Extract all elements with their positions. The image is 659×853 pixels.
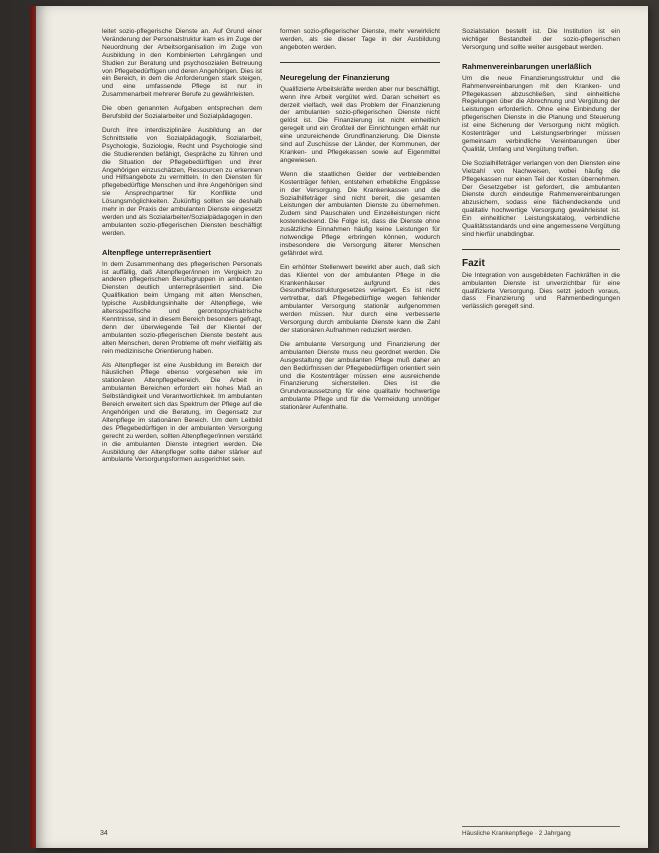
paragraph: Als Altenpfleger ist eine Ausbildung im Bereich der häuslichen Pflege ebenso vorgesehen wie im stationären Altenpflegebereich. Die Arbeit in ambulanten Bereichen erfordert ein hohes Maß an Selbständigkeit und Verantwortlichkeit. Im ambulanten Bereich erweitert sich das Spektrum der Pflege auf die Angehörigen und die Beratung, im Gegensatz zur Altenpflege im stationären Bereich. Um dem Leitbild des Pflegebedürftigen in der ambulanten Versorgung gerecht zu werden, sollten Altenpfleger/innen verstärkt in die ambulanten Dienste integriert werden. Die Ausbildung der Altenpfleger sollte daher stärker auf ambulante Versorgungsformen ausgerichtet sein. (102, 361, 262, 464)
section-heading-rahmenvereinbarungen: Rahmenvereinbarungen unerläßlich (462, 61, 592, 71)
section-heading-altenpflege: Altenpflege unterrepräsentiert (102, 247, 211, 257)
paragraph: leitet sozio-pflegerische Dienste an. Auf Grund einer Veränderung der Personalstruktur kam es im Zuge der Neuordnung der Arbeitsorganisation im Zuge von Ausbildung in den Kombinierten Lehrgängen und Studien zur Beratung und psychosozialen Betreuung von Pflegebedürftigen und deren Angehörigen. Dies ist ein Bereich, in dem die Anforderungen stark steigen, und eine umfassende Pflege ist nur in Zusammenarbeit mehrerer Berufe zu gewährleisten. (102, 28, 262, 99)
paragraph: Wenn die staatlichen Gelder der verbleibenden Kostenträger fehlen, entstehen erhebliche Engpässe in der Versorgung. Die Krankenkassen und die Sozialhilfeträger sind nicht bereit, die gesamten Leistungen der ambulanten Dienste zu übernehmen. Zudem sind Pauschalen und Einzelleistungen nicht kostendeckend. Die Folge ist, dass die Dienste ohne zusätzliche Einnahmen häufig keine Leistungen für notwendige Pflege erbringen können, wodurch insbesondere die Versorgung älterer Menschen gefährdet wird. (280, 170, 440, 257)
page-number: 34 (100, 830, 108, 837)
paragraph: Die Integration von ausgebildeten Fachkräften in die ambulanten Dienste ist unverzichtbar für eine qualifizierte Versorgung. Dies setzt jedoch voraus, dass Finanzierung und Rahmenbedingungen verlässlich geregelt sind. (462, 271, 620, 311)
section-heading-finanzierung: Neuregelung der Finanzierung (280, 72, 390, 82)
paragraph: Ein erhöhter Stellenwert bewirkt aber auch, daß sich das Klientel von der ambulanten Pflege in die Krankenhäuser aufgrund des Gesundheitsstrukturgesetzes verlagert. Es ist nicht vertretbar, daß Pflegebedürftige wegen fehlender ambulanter Versorgung stationär aufgenommen werden müssen. Nur durch eine verbesserte Versorgung durch ambulante Dienste kann die Zahl der stationären Aufnahmen reduziert werden. (280, 263, 440, 334)
paragraph: Die Sozialhilfeträger verlangen von den Diensten eine Vielzahl von Nachweisen, wobei häufig die Pflegekassen nur einen Teil der Kosten übernehmen. Der Gesetzgeber ist gefordert, die ambulanten Dienste durch eindeutige Rahmenvereinbarungen abzusichern, sodass eine flächendeckende und qualitativ hochwertige Versorgung gewährleistet ist. Ein einheitlicher Leistungskatalog, verbindliche Qualitätsstandards und eine angemessene Vergütung sind hierfür unabdingbar. (462, 159, 620, 238)
paragraph: In dem Zusammenhang des pflegerischen Personals ist auffällig, daß Altenpfleger/innen im Vergleich zu anderen pflegerischen Berufsgruppen in ambulanten Diensten deutlich unterrepräsentiert sind. Die Qualifikation beim Umgang mit alten Menschen, typische Ausbildungsinhalte der Altenpflege, wie altersspezifische und gerontopsychiatrische Kenntnisse, sind in diesem Bereich besonders gefragt, denn der überwiegende Teil der Klientel der ambulanten sozio-pflegerischen Dienste besteht aus alten Menschen, deren Probleme oft mehr vielfältig als rein medizinische Orientierung haben. (102, 260, 262, 355)
paragraph: formen sozio-pflegerischer Dienste, mehr verwirklicht werden, als sie dieser Tage in der Ausbildung angeboten werden. (280, 28, 440, 51)
column-left (102, 28, 262, 470)
paragraph: Durch ihre interdisziplinäre Ausbildung an der Schnittstelle von Sozialpädagogik, Sozialarbeit, Psychologie, Soziologie, Recht und Psychologie sind die Studierenden befähigt, Gespräche zu führen und die Situation der Pflegebedürftigen und ihrer Angehörigen einzuschätzen, Ressourcen zu erkennen und Hilfsangebote zu vermitteln. In den Diensten für pflegebedürftige Menschen und ihre Angehörigen sind sie Ansprechpartner für Konflikte und Lösungsmöglichkeiten. Zukünftig sollten sie deshalb mehr in der Praxis der ambulanten Dienste eingesetzt werden und als Sozialarbeiter/Sozialpädagogen in den ambulanten sozio-pflegerischen Diensten beschäftigt werden. (102, 126, 262, 237)
footer-divider (462, 826, 620, 827)
paragraph: Qualifizierte Arbeitskräfte werden aber nur beschäftigt, wenn ihre Arbeit vergütet wird. Daran scheitert es derzeit vielfach, weil das Problem der Finanzierung der ambulanten sozio-pflegerischen Dienste nicht gelöst ist. Die Finanzierung ist nicht einheitlich geregelt und ein Großteil der Einrichtungen erhält nur eine unzureichende Grundfinanzierung. Die Dienste sind auf Zuschüsse der Länder, der Kommunen, der Kranken- und Pflegekassen sowie auf Eigenmittel angewiesen. (280, 85, 440, 164)
column-middle (280, 28, 440, 418)
section-divider (462, 249, 620, 250)
journal-footer: Häusliche Krankenpflege · 2 Jahrgang (462, 830, 571, 837)
paragraph: Sozialstation bestellt ist. Die Institution ist ein wichtiger Bestandteil der sozio-pflegerischen Versorgung und sollte weiter ausgebaut werden. (462, 28, 620, 51)
column-right (462, 28, 620, 317)
section-heading-fazit: Fazit (462, 257, 485, 269)
paragraph: Die oben genannten Aufgaben entsprechen dem Berufsbild der Sozialarbeiter und Sozialpädagogen. (102, 105, 262, 121)
paragraph: Die ambulante Versorgung und Finanzierung der ambulanten Dienste muss neu geordnet werden. Die Ausgestaltung der ambulanten Pflege muß daher an den Bedürfnissen der Pflegebedürftigen orientiert sein und die Kostenträger müssen eine ausreichende Finanzierung sicherstellen. Dies ist die Grundvoraussetzung für eine qualitativ hochwertige ambulante Pflege und für die Vermeidung unnötiger stationärer Aufenthalte. (280, 340, 440, 412)
section-divider (280, 62, 440, 63)
paragraph: Um die neue Finanzierungsstruktur und die Rahmenvereinbarungen mit den Kranken- und Pflegekassen abzuschließen, sind einheitliche Regelungen über die Abrechnung und Vergütung der Leistungen erforderlich. Ohne eine Einbindung der pflegerischen Dienste in die Planung und Steuerung ist eine Sicherung der Versorgung nicht möglich. Kostenträger und Leistungserbringer müssen gemeinsam verbindliche Vereinbarungen über Qualität, Umfang und Vergütung treffen. (462, 74, 620, 153)
